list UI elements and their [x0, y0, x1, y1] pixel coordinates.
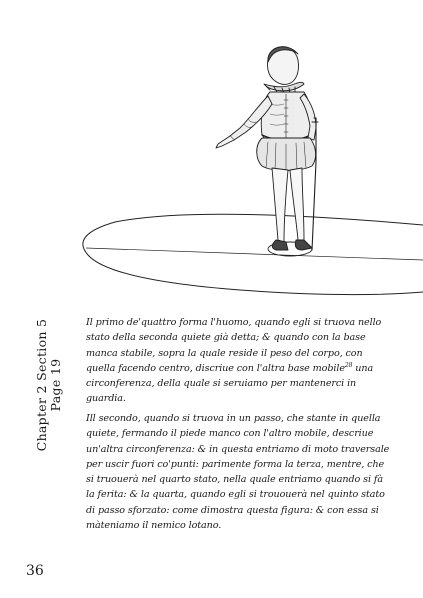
page-ref-text: Page 19 — [48, 358, 63, 412]
paragraph-1-tail: una circonferenza, della quale si seruiamo per mantenerci in guardia. — [86, 362, 374, 405]
paragraph-1-text: Il primo de'quattro forma l'huomo, quando egli si truova nello stato della seconda quiete già detta; & quando con la base manca stabile, sopra la quale reside il peso del corpo, con quella facendo centro, discriue con l'altra base mobile — [86, 317, 382, 374]
footnote-marker[interactable]: 28 — [344, 361, 353, 369]
chapter-section-label — [24, 300, 74, 470]
page-number: 36 — [26, 563, 44, 579]
paragraph-2: Ill secondo, quando si truova in un passo, che stante in quella quiete, fermando il piede manco con l'altro mobile, descriue un'altra circonferenza: & in questa entriamo di moto traversale per uscir fuori co'punti: parimente forma la terza, mentre, che si truouerà nel quarto stato, nella quale entriamo quando si fà la ferita: & la quarta, quando egli si trououerà nel quinto stato di passo sforzato: come dimostra questa figura: & con essa si màteniamo il nemico lotano. — [86, 413, 390, 532]
paragraph-1 — [86, 315, 391, 407]
floor-circle — [83, 214, 423, 294]
fencer-figure — [216, 47, 318, 250]
chapter-section-text: Chapter 2 Section 5 — [34, 318, 49, 452]
